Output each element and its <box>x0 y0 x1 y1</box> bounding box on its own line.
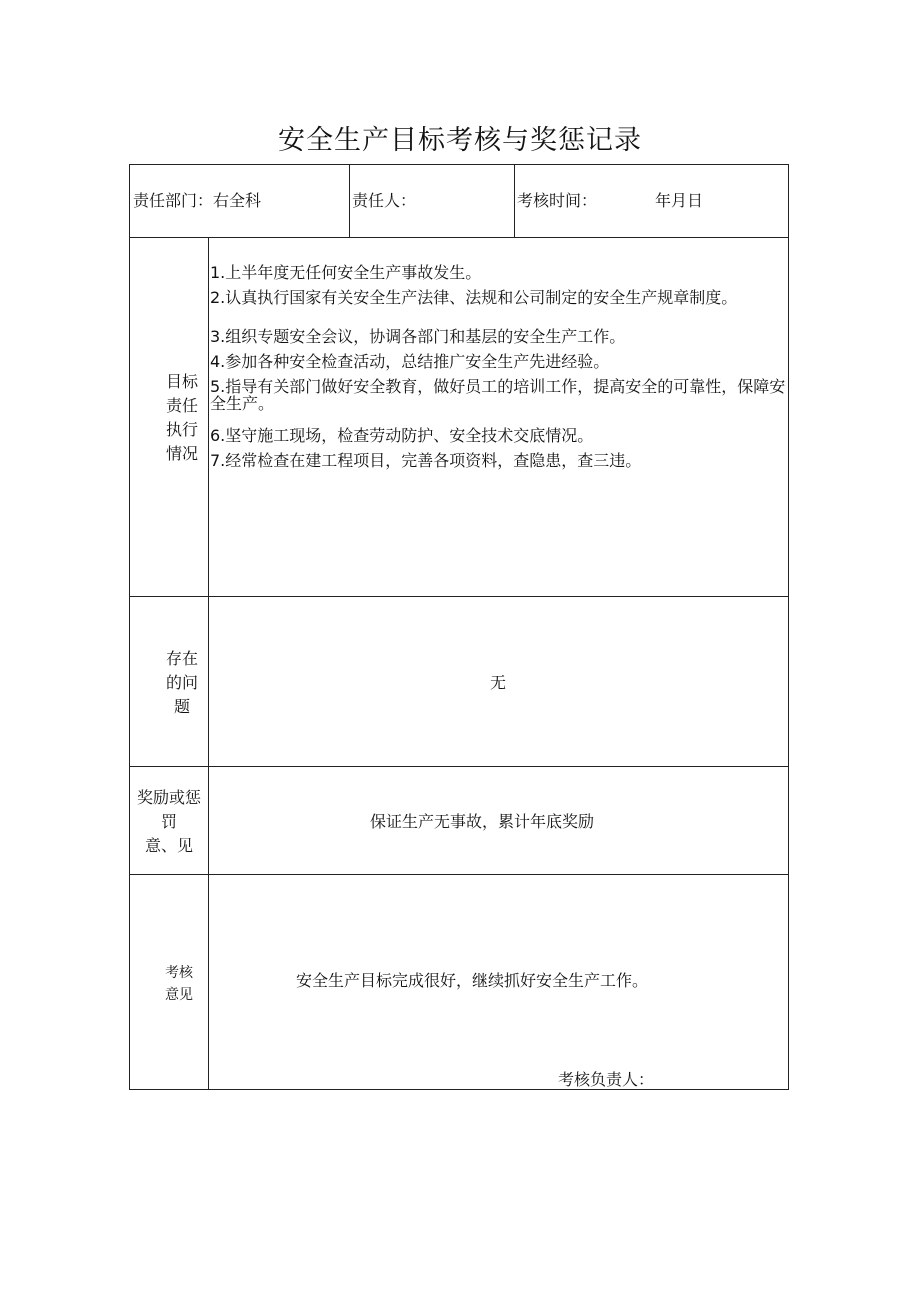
label-line: 责任 <box>165 396 198 415</box>
label-line: 情况 <box>165 444 198 463</box>
label-line: 题 <box>173 697 190 716</box>
review-content: 安全生产目标完成很好，继续抓好安全生产工作。 <box>296 971 649 990</box>
reward-section-label <box>130 786 208 858</box>
label-line: 奖励或惩 <box>136 788 201 807</box>
label-line: 存在 <box>165 649 198 668</box>
problem-section-label <box>156 647 208 719</box>
label-line: 目标 <box>165 372 198 391</box>
goal-item: 3.组织专题安全会议，协调各部门和基层的安全生产工作。 <box>210 327 626 346</box>
row-divider <box>129 596 789 597</box>
row-divider <box>129 237 789 238</box>
goal-section-label <box>156 370 208 466</box>
label-line: 考核 <box>165 965 193 981</box>
label-line: 的问 <box>165 673 198 692</box>
page-title: 安全生产目标考核与奖惩记录 <box>278 125 642 156</box>
person-label: 责任人： <box>352 191 417 210</box>
goal-item: 1.上半年度无任何安全生产事故发生。 <box>210 263 482 282</box>
column-divider <box>208 237 209 1090</box>
label-line: 执行 <box>165 420 198 439</box>
row-divider <box>129 766 789 767</box>
goal-item: 5.指导有关部门做好安全教育，做好员工的培训工作，提高安全的可靠性，保障安全生产。 <box>210 377 786 413</box>
time-label: 考核时间： <box>517 191 598 210</box>
goal-item: 4.参加各种安全检查活动，总结推广安全生产先进经验。 <box>210 352 610 371</box>
goal-item: 6.坚守施工现场，检查劳动防护、安全技术交底情况。 <box>210 426 594 445</box>
column-divider <box>349 164 350 237</box>
column-divider <box>514 164 515 237</box>
date-label: 年月日 <box>655 191 704 210</box>
dept-label: 责任部门：右全科 <box>133 191 262 210</box>
row-divider <box>129 874 789 875</box>
goal-item: 7.经常检查在建工程项目，完善各项资料，查隐患，查三违。 <box>210 451 642 470</box>
signer-label: 考核负责人： <box>558 1070 655 1089</box>
label-line: 意、见 <box>144 836 193 855</box>
review-section-label <box>156 962 202 1006</box>
problem-content: 无 <box>490 673 507 692</box>
goal-item: 2.认真执行国家有关安全生产法律、法规和公司制定的安全生产规章制度。 <box>210 288 738 307</box>
reward-content: 保证生产无事故，累计年底奖励 <box>370 812 595 831</box>
label-line: 罚 <box>160 812 177 831</box>
label-line: 意见 <box>165 987 193 1003</box>
